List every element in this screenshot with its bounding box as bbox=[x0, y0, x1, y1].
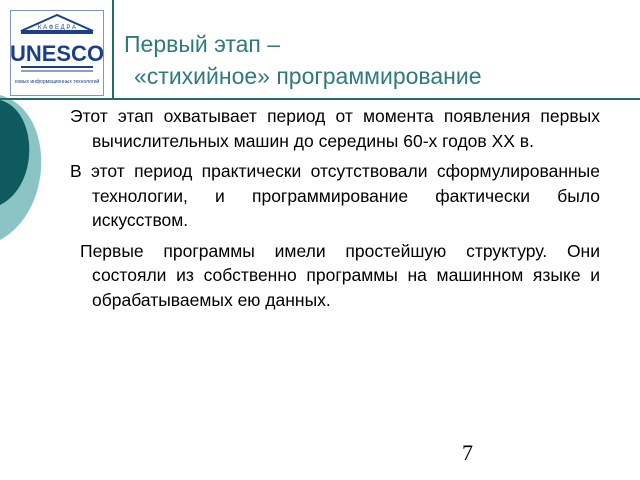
unesco-logo bbox=[10, 10, 104, 96]
header-horizontal-divider bbox=[0, 98, 640, 100]
paragraph-3: Первые программы имели простейшую структуру. Они состояли из собственно программы на машинном языке и обрабатываемых ею данных. bbox=[80, 240, 600, 310]
unesco-logo-graphic bbox=[11, 11, 103, 95]
paragraph-2: В этот период практически отсутствовали сформулированные технологии, и программирование фактически было искусством. bbox=[70, 161, 600, 230]
logo-top-text: К А Ф Е Д Р А bbox=[37, 25, 77, 31]
header-vertical-divider bbox=[112, 0, 114, 98]
logo-caption-text: новых информационных технологий bbox=[14, 79, 100, 85]
paragraph-1: Этот этап охватывает период от момента появления первых вычислительных машин до середины 60-х годов XX в. bbox=[70, 106, 600, 151]
logo-brand-text: UNESCO bbox=[11, 41, 103, 66]
slide-title bbox=[124, 28, 604, 92]
title-line-2: «стихийное» программирование bbox=[134, 63, 482, 89]
title-line-1: Первый этап – bbox=[124, 31, 281, 57]
page-number: 7 bbox=[462, 440, 473, 465]
slide-body bbox=[70, 104, 600, 318]
